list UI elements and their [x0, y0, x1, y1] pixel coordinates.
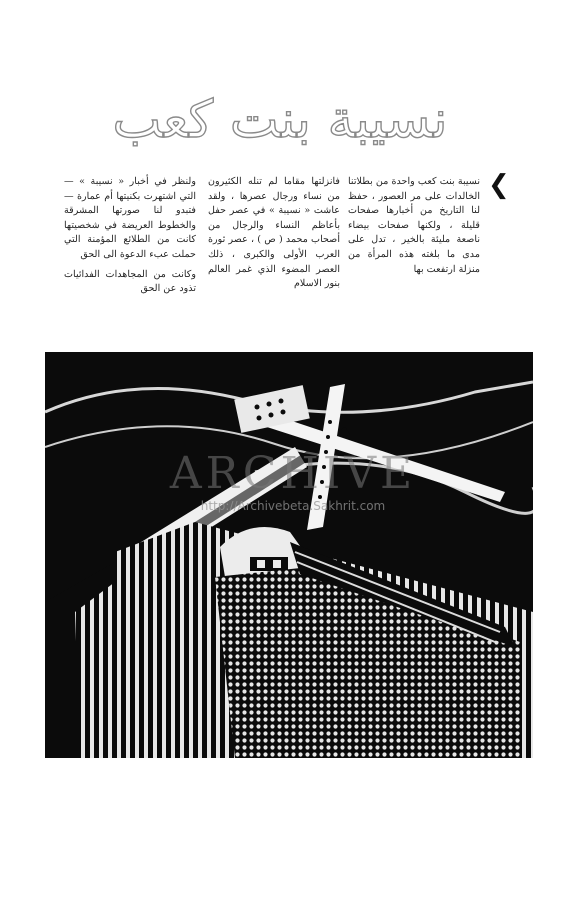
- opening-bracket-icon: ❮: [488, 170, 510, 200]
- woodcut-illustration: [45, 352, 533, 758]
- paragraph: نسيبة بنت كعب واحدة من بطلاتنا الخالدات على مر العصور ، حفظ لنا التاريخ من أخبارها صفحات قليلة ، ولكنها صفحات بيضاء ناصعة مليئة بالخير ، تدل على مدى ما بلغته هذه المرأة من منزلة ارتفعت بها: [348, 176, 480, 275]
- text-column-1: [348, 175, 480, 282]
- watermark-name: ARCHIVE: [169, 448, 417, 499]
- paragraph: ولنظر في أخبار « نسيبة » — التي اشتهرت بكنيتها أم عمارة — فتبدو لنا صورتها المشرقة والخطوط العريضة في شخصيتها كانت من الطلائع المؤمنة التي حملت عبء الدعوة الى الحق: [64, 176, 196, 260]
- article-title: نسيبة بنت كعب: [112, 90, 448, 150]
- text-column-2: [208, 175, 340, 297]
- illustration: [45, 352, 533, 758]
- paragraph: وكانت من المجاهدات الفدائيات تذود عن الحق: [64, 268, 196, 295]
- watermark-url: http://Archivebeta.Sakhrit.com: [200, 499, 386, 513]
- paragraph: فانزلتها مقاما لم تنله الكثيرون من نساء ورجال عصرها ، ولقد عاشت « نسيبة » في عصر حفل بأعاظم النساء والرجال من أصحاب محمد ( ص ) ، عصر ثورة العرب الأولى والكبرى ، ذلك العصر المضوء الذي غمر العالم بنور الاسلام: [208, 176, 340, 290]
- text-column-3: [64, 175, 196, 302]
